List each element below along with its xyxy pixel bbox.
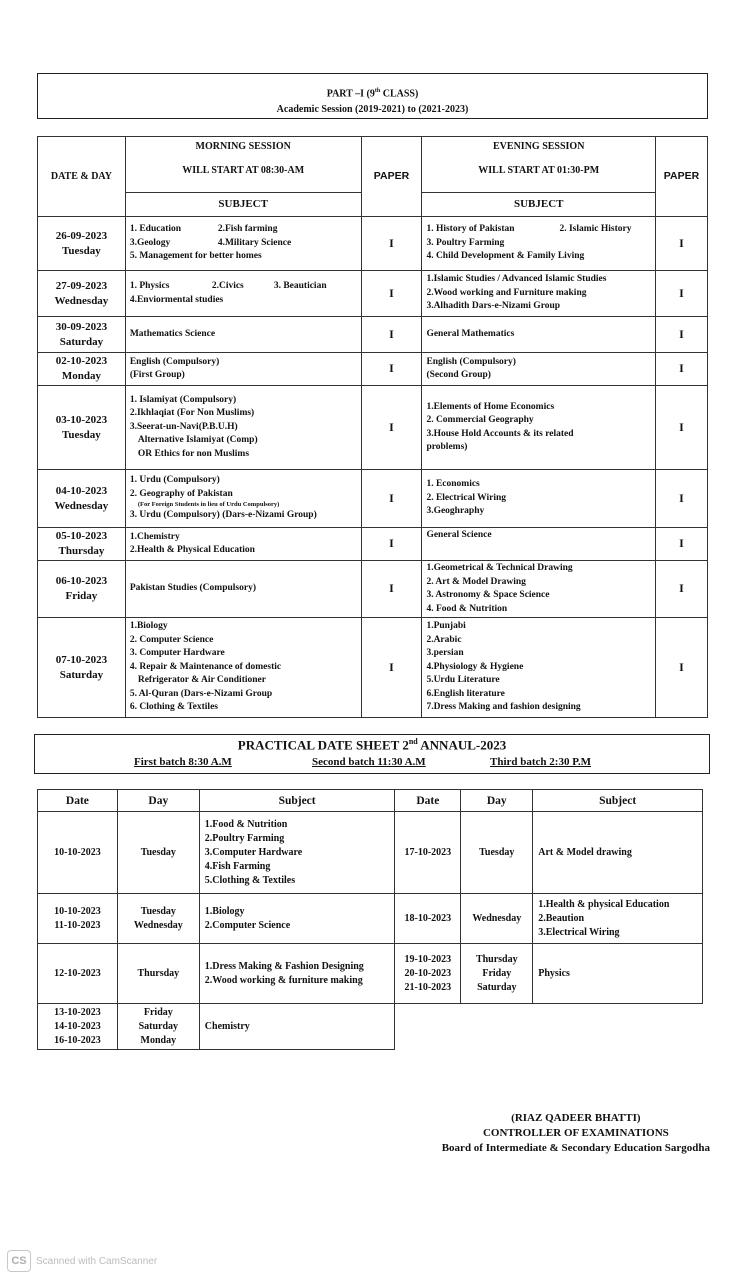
- morning-subjects: [125, 217, 361, 271]
- evening-session-header: [422, 137, 656, 193]
- day-cell: Wednesday: [461, 894, 533, 944]
- day: Wednesday: [133, 919, 183, 931]
- col-day: Day: [117, 790, 199, 812]
- subject-cell: [533, 894, 703, 944]
- date: 06-10-2023: [55, 575, 108, 587]
- subject: 5.Urdu Literature: [426, 675, 500, 686]
- date: 21-10-2023: [404, 981, 452, 993]
- table-row: [38, 561, 708, 618]
- subject: 2.Poultry Farming: [204, 832, 285, 844]
- subject: 1. Education: [129, 224, 182, 235]
- subject: 2. Art & Model Drawing: [426, 576, 526, 587]
- subject: 3.Geology: [129, 237, 171, 248]
- subject: 2.Ikhlaqiat (For Non Muslims): [129, 408, 255, 419]
- practical-title-prefix: PRACTICAL DATE SHEET 2: [237, 737, 409, 753]
- subject: 1.Biology: [129, 621, 168, 632]
- subject: 2. Computer Science: [129, 634, 214, 645]
- evening-subjects: [422, 353, 656, 386]
- part-title-prefix: PART –I (9: [326, 88, 375, 100]
- date-cell: 10-10-2023: [38, 812, 118, 894]
- day: Friday: [482, 967, 512, 979]
- subject: 4. Food & Nutrition: [426, 603, 508, 614]
- col-date: Date: [395, 790, 461, 812]
- subject: 2.Wood working & furniture making: [204, 974, 363, 986]
- empty-cell: [395, 1004, 703, 1050]
- day: Tuesday: [62, 428, 101, 441]
- subject: 3.Seerat-un-Navi(P.B.U.H): [129, 421, 238, 432]
- day-cell: [117, 894, 199, 944]
- subject: 2.Computer Science: [204, 919, 291, 931]
- subject: 1.Health & physical Education: [538, 898, 670, 910]
- paper-cell: I: [361, 271, 422, 317]
- subject: 1.Elements of Home Economics: [426, 401, 555, 412]
- date: 05-10-2023: [55, 530, 108, 542]
- table-row: [38, 353, 708, 386]
- table-row: [38, 317, 708, 353]
- col-subject-evening: SUBJECT: [422, 193, 656, 217]
- subject-cell: Chemistry: [199, 1004, 395, 1050]
- table-row: [38, 271, 708, 317]
- part-title-suffix: CLASS): [380, 88, 419, 100]
- paper-cell: I: [656, 528, 708, 561]
- table-row: [38, 1004, 703, 1050]
- morning-subjects: Pakistan Studies (Compulsory): [125, 561, 361, 618]
- day: Thursday: [58, 545, 105, 557]
- subject: 3. Beautician: [273, 281, 327, 291]
- day: Tuesday: [140, 905, 176, 917]
- date-cell: [38, 528, 126, 561]
- evening-subjects: [422, 561, 656, 618]
- day: Thursday: [475, 953, 518, 965]
- subject: 3.Geoghraphy: [426, 506, 485, 517]
- table-row: [38, 217, 708, 271]
- subject: 3. Computer Hardware: [129, 648, 225, 659]
- morning-session-time: WILL START AT 08:30-AM: [182, 164, 305, 176]
- evening-subjects: General Mathematics: [422, 317, 656, 353]
- date-cell: [38, 561, 126, 618]
- subject: 2.Fish farming: [217, 224, 278, 235]
- table-row: [38, 386, 708, 470]
- subject: 2.Beaution: [538, 912, 585, 924]
- practical-date-sheet-table: [37, 789, 703, 1050]
- subject: 2. Islamic History: [559, 224, 632, 235]
- day: Friday: [143, 1006, 173, 1018]
- subject: 7.Dress Making and fashion designing: [426, 702, 581, 713]
- day: Monday: [140, 1034, 177, 1046]
- subject: Alternative Islamiyat (Comp): [137, 435, 258, 446]
- subject-line: [130, 280, 357, 294]
- subject-note: (For Foreign Students in lieu of Urdu Compulsory): [137, 501, 280, 509]
- second-batch: Second batch 11:30 A.M: [312, 756, 426, 768]
- paper-cell: I: [361, 386, 422, 470]
- date: 02-10-2023: [55, 355, 108, 367]
- table-row: [38, 944, 703, 1004]
- subject: 3. Urdu (Compulsory) (Dars-e-Nizami Group): [129, 510, 317, 521]
- subject: 1.Biology: [204, 905, 245, 917]
- subject: 2.Health & Physical Education: [129, 545, 255, 555]
- date: 19-10-2023: [404, 953, 452, 965]
- theory-date-sheet-table: [37, 136, 708, 718]
- camscanner-logo-icon: CS: [7, 1250, 31, 1272]
- table-row: [38, 812, 703, 894]
- morning-subjects: [125, 353, 361, 386]
- col-paper-evening: PAPER: [656, 137, 708, 217]
- date: 27-09-2023: [55, 279, 108, 292]
- day: Saturday: [477, 981, 517, 993]
- subject: 3.House Hold Accounts & its related: [426, 428, 574, 439]
- date: 10-10-2023: [54, 905, 101, 917]
- subject: 1.Geometrical & Technical Drawing: [426, 563, 573, 573]
- date-cell: [38, 1004, 118, 1050]
- date-cell: [38, 271, 126, 317]
- subject: 4. Repair & Maintenance of domestic: [129, 661, 282, 672]
- subject: 4. Child Development & Family Living: [426, 251, 585, 262]
- subject: English (Compulsory): [129, 356, 220, 367]
- paper-cell: I: [361, 470, 422, 528]
- day: Tuesday: [62, 244, 101, 257]
- camscanner-text: Scanned with CamScanner: [36, 1255, 158, 1267]
- subject: 1.Dress Making & Fashion Designing: [204, 960, 364, 972]
- morning-subjects: [125, 528, 361, 561]
- subject: (Second Group): [426, 370, 491, 380]
- day: Wednesday: [54, 499, 109, 512]
- evening-subjects: [422, 217, 656, 271]
- practical-header-box: [34, 734, 710, 774]
- subject: OR Ethics for non Muslims: [137, 448, 250, 459]
- day: Friday: [65, 590, 98, 602]
- morning-session-header: [125, 137, 361, 193]
- date-cell: [38, 618, 126, 718]
- day-cell: Thursday: [117, 944, 199, 1004]
- subject: 6. Clothing & Textiles: [129, 702, 218, 713]
- date-cell: [38, 217, 126, 271]
- day-cell: Tuesday: [117, 812, 199, 894]
- subject: 1. History of Pakistan: [426, 224, 515, 235]
- date-cell: [38, 386, 126, 470]
- paper-cell: I: [656, 470, 708, 528]
- date-cell: [38, 470, 126, 528]
- date-cell: [38, 353, 126, 386]
- subject: 3.Electrical Wiring: [538, 926, 620, 938]
- part-title-sup: th: [374, 88, 381, 94]
- subject-cell: [199, 944, 395, 1004]
- subject: problems): [426, 442, 468, 452]
- subject: English (Compulsory): [426, 356, 516, 367]
- paper-cell: I: [656, 317, 708, 353]
- date-cell: 17-10-2023: [395, 812, 461, 894]
- subject: 1. Islamiyat (Compulsory): [129, 394, 237, 405]
- day: Wednesday: [54, 294, 109, 307]
- date: 11-10-2023: [54, 919, 101, 931]
- practical-title-suffix: ANNAUL-2023: [417, 737, 507, 753]
- table-row: [38, 618, 708, 718]
- subject: 2. Electrical Wiring: [426, 492, 507, 503]
- signature-block: [442, 1111, 710, 1156]
- paper-cell: I: [361, 217, 422, 271]
- practical-title: [35, 737, 709, 753]
- paper-cell: I: [656, 386, 708, 470]
- third-batch: Third batch 2:30 P.M: [490, 756, 592, 768]
- subject-line: [426, 223, 651, 237]
- table-row: [38, 470, 708, 528]
- paper-cell: I: [656, 271, 708, 317]
- day-cell: Tuesday: [461, 812, 533, 894]
- first-batch: First batch 8:30 A.M: [134, 756, 232, 768]
- board-name: Board of Intermediate & Secondary Education Sargodha: [441, 1142, 710, 1154]
- day: Saturday: [59, 668, 104, 681]
- paper-cell: I: [361, 528, 422, 561]
- subject: 5. Al-Quran (Dars-e-Nizami Group: [129, 688, 273, 699]
- subject: 1.Islamic Studies / Advanced Islamic Studies: [426, 274, 607, 285]
- subject: 1. Urdu (Compulsory): [129, 475, 220, 486]
- subject: 5.Clothing & Textiles: [204, 874, 296, 886]
- paper-cell: I: [656, 561, 708, 618]
- date: 26-09-2023: [55, 229, 108, 242]
- day: Saturday: [59, 335, 104, 348]
- evening-subjects: [422, 618, 656, 718]
- col-subject: Subject: [199, 790, 395, 812]
- subject: 1.Food & Nutrition: [204, 818, 288, 830]
- day-cell: [461, 944, 533, 1004]
- subject: 2.Arabic: [426, 634, 462, 645]
- day: Monday: [61, 370, 101, 382]
- date-cell: 18-10-2023: [395, 894, 461, 944]
- date: 30-09-2023: [55, 320, 108, 333]
- subject: 3.persian: [426, 648, 464, 659]
- col-day: Day: [461, 790, 533, 812]
- date: 13-10-2023: [54, 1006, 101, 1018]
- subject: Refrigerator & Air Conditioner: [137, 675, 266, 686]
- table-row: [38, 528, 708, 561]
- paper-cell: I: [361, 353, 422, 386]
- morning-subjects: [125, 386, 361, 470]
- date-cell: 12-10-2023: [38, 944, 118, 1004]
- date: 04-10-2023: [55, 484, 108, 497]
- subject: 5. Management for better homes: [129, 251, 262, 262]
- evening-subjects: [422, 470, 656, 528]
- morning-subjects: [125, 271, 361, 317]
- day: Saturday: [138, 1020, 179, 1032]
- subject-cell: [199, 812, 395, 894]
- title-box: [37, 73, 708, 119]
- subject: 3. Astronomy & Space Science: [426, 590, 550, 600]
- subject-cell: [199, 894, 395, 944]
- paper-cell: I: [656, 618, 708, 718]
- subject: 6.English literature: [426, 688, 505, 699]
- subject: 3. Poultry Farming: [426, 237, 505, 248]
- date: 20-10-2023: [404, 967, 452, 979]
- evening-subjects: [422, 386, 656, 470]
- subject: 1.Punjabi: [426, 621, 466, 632]
- evening-subjects: General Science: [422, 528, 656, 561]
- subject: 1. Physics: [129, 281, 170, 291]
- academic-session: Academic Session (2019-2021) to (2021-2023): [276, 104, 469, 115]
- date-cell: [395, 944, 461, 1004]
- morning-session-title: MORNING SESSION: [195, 141, 291, 152]
- subject: 4.Fish Farming: [204, 860, 271, 872]
- subject: 2.Wood working and Furniture making: [426, 287, 587, 298]
- day-cell: [117, 1004, 199, 1050]
- date-cell: [38, 317, 126, 353]
- subject: 1.Chemistry: [129, 531, 180, 542]
- evening-subjects: [422, 271, 656, 317]
- subject-line: [130, 223, 357, 237]
- subject: (First Group): [129, 370, 185, 380]
- paper-cell: I: [656, 217, 708, 271]
- paper-cell: I: [361, 317, 422, 353]
- table-row: [38, 894, 703, 944]
- morning-subjects: [125, 618, 361, 718]
- subject: 3.Computer Hardware: [204, 846, 303, 858]
- subject: 2. Commercial Geography: [426, 415, 534, 425]
- subject: 1. Economics: [426, 479, 480, 490]
- paper-cell: I: [361, 561, 422, 618]
- subject-cell: Physics: [533, 944, 703, 1004]
- subject: 4.Enviormental studies: [129, 294, 224, 305]
- subject: 2. Geography of Pakistan: [129, 488, 233, 499]
- subject-line: [130, 237, 357, 251]
- date: 16-10-2023: [54, 1034, 101, 1046]
- date: 07-10-2023: [55, 653, 108, 666]
- evening-session-time: WILL START AT 01:30-PM: [478, 164, 600, 176]
- col-date-day: DATE & DAY: [38, 137, 126, 217]
- morning-subjects: [125, 470, 361, 528]
- paper-cell: I: [361, 618, 422, 718]
- subject: 2.Civics: [211, 281, 244, 291]
- part-title: [38, 88, 707, 99]
- subject: 3.Alhadith Dars-e-Nizami Group: [426, 301, 561, 312]
- col-paper-morning: PAPER: [361, 137, 422, 217]
- date: 14-10-2023: [54, 1020, 101, 1032]
- col-subject: Subject: [533, 790, 703, 812]
- col-date: Date: [38, 790, 118, 812]
- subject: 4.Physiology & Hygiene: [426, 661, 524, 672]
- subject-cell: Art & Model drawing: [533, 812, 703, 894]
- subject: 4.Military Science: [217, 237, 292, 248]
- paper-cell: I: [656, 353, 708, 386]
- col-subject-morning: SUBJECT: [125, 193, 361, 217]
- date-cell: [38, 894, 118, 944]
- scanner-watermark: [7, 1250, 157, 1272]
- evening-session-title: EVENING SESSION: [493, 141, 585, 152]
- date: 03-10-2023: [55, 413, 108, 426]
- morning-subjects: Mathematics Science: [125, 317, 361, 353]
- practical-title-sup: nd: [408, 737, 418, 746]
- controller-title: CONTROLLER OF EXAMINATIONS: [482, 1127, 669, 1139]
- controller-name: (RIAZ QADEER BHATTI): [511, 1112, 641, 1124]
